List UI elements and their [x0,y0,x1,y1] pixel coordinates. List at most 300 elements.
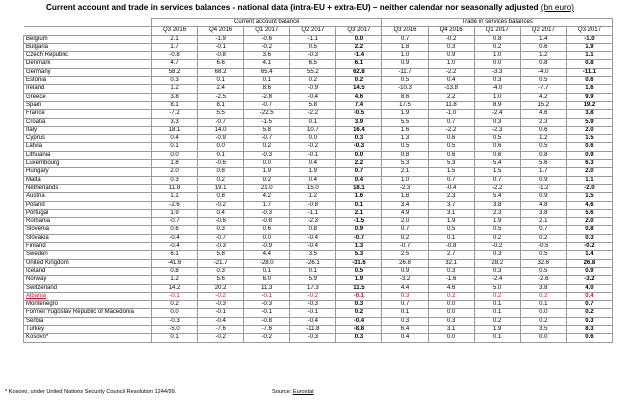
current-account-cell: 0.0 [244,160,290,168]
table-row [24,93,613,101]
current-account-cell: -1.5 [336,218,382,226]
current-account-cell: -1.1 [290,35,336,43]
current-account-cell: -0.1 [198,309,244,317]
trade-services-cell: 3.5 [520,325,566,333]
country-name: Romania [24,218,152,226]
current-account-cell: -0.9 [290,85,336,93]
current-account-cell: 15.0 [290,184,336,192]
table-row [24,243,613,251]
trade-services-cell: 0.4 [382,334,428,342]
current-account-cell: 0.1 [290,267,336,275]
country-name: Belgium [24,35,152,43]
table-row [24,184,613,192]
current-account-cell: 1.2 [152,85,198,93]
current-account-cell: -2.5 [198,93,244,101]
current-account-cell: 1.9 [244,168,290,176]
trade-services-cell: 4.6 [566,201,612,209]
trade-services-cell: 0.3 [474,267,520,275]
trade-services-cell: 1.8 [382,193,428,201]
current-account-cell: 55.2 [290,68,336,76]
quarter-header-row [24,27,613,35]
trade-services-cell: -13.8 [428,85,474,93]
trade-services-cell: 0.1 [474,309,520,317]
trade-services-cell: 5.6 [520,160,566,168]
trade-services-cell: 5.5 [382,118,428,126]
trade-services-cell: 3.1 [428,209,474,217]
trade-services-cell: -3.2 [566,276,612,284]
current-account-cell: 14.5 [336,85,382,93]
current-account-cell: -0.8 [198,52,244,60]
trade-services-cell: 1.2 [520,52,566,60]
trade-services-cell: 0.0 [428,309,474,317]
quarter-header: Q3 2017 [336,27,382,35]
current-account-cell: 5.8 [290,101,336,109]
current-account-cell: 0.1 [336,201,382,209]
current-account-cell: 0.4 [198,209,244,217]
trade-services-cell: 4.2 [520,93,566,101]
trade-services-cell: 0.2 [428,292,474,300]
trade-services-cell: -1.6 [428,276,474,284]
trade-services-cell: 1.9 [474,218,520,226]
current-account-cell: 14.0 [198,126,244,134]
current-account-cell: -0.8 [244,317,290,325]
table-row [24,52,613,60]
trade-services-cell: 1.4 [566,251,612,259]
quarter-header: Q3 2016 [382,27,428,35]
trade-services-cell: 3.8 [566,110,612,118]
trade-services-cell: 0.9 [520,176,566,184]
table-row [24,251,613,259]
group-header-trade-services: Trade in services balances [382,19,613,27]
current-account-cell: 0.0 [198,143,244,151]
country-name: Estonia [24,77,152,85]
current-account-cell: -0.3 [244,301,290,309]
current-account-cell: 6.0 [244,276,290,284]
trade-services-cell: 0.8 [382,151,428,159]
source-link[interactable]: Eurostat [292,389,314,395]
current-account-cell: -0.2 [290,143,336,151]
current-account-cell: 1.2 [152,276,198,284]
trade-services-cell: 0.3 [474,251,520,259]
trade-services-cell: 0.3 [382,292,428,300]
current-account-cell: -0.3 [244,209,290,217]
trade-services-cell: 1.6 [382,126,428,134]
current-account-cell: 17.3 [290,284,336,292]
trade-services-cell: 0.3 [428,43,474,51]
trade-services-cell: 1.9 [382,110,428,118]
table-row [24,267,613,275]
trade-services-cell: 26.8 [382,259,428,267]
trade-services-cell: 0.6 [566,143,612,151]
current-account-cell: 1.9 [152,209,198,217]
trade-services-cell: 0.3 [474,77,520,85]
current-account-cell: -7.2 [152,110,198,118]
trade-services-cell: 1.2 [520,135,566,143]
trade-services-cell: 0.8 [474,35,520,43]
trade-services-cell: 2.3 [428,193,474,201]
trade-services-cell: 0.2 [474,292,520,300]
current-account-cell: -0.1 [336,292,382,300]
trade-services-cell: 3.8 [520,284,566,292]
trade-services-cell: 0.2 [382,234,428,242]
current-account-cell: 8.6 [244,85,290,93]
current-account-cell: 1.7 [152,43,198,51]
table-row [24,176,613,184]
trade-services-cell: 0.4 [566,292,612,300]
country-name: Malta [24,176,152,184]
trade-services-cell: 0.3 [566,234,612,242]
table-row [24,317,613,325]
table-row [24,201,613,209]
current-account-cell: 4.4 [244,251,290,259]
current-account-cell: 5.6 [198,276,244,284]
trade-services-cell: 2.5 [382,251,428,259]
country-name: Slovakia [24,234,152,242]
table-row [24,309,613,317]
country-name: Portugal [24,209,152,217]
trade-services-cell: 0.8 [520,60,566,68]
trade-services-cell: 0.9 [566,267,612,275]
current-account-cell: -21.7 [198,259,244,267]
trade-services-cell: -3.2 [382,276,428,284]
trade-services-cell: 0.5 [428,143,474,151]
trade-services-cell: 5.6 [566,209,612,217]
trade-services-cell: 0.9 [382,60,428,68]
table-row [24,276,613,284]
current-account-cell: 3.5 [290,251,336,259]
trade-services-cell: 2.3 [474,209,520,217]
trade-services-cell: 0.9 [382,267,428,275]
trade-services-cell: 1.5 [566,135,612,143]
trade-services-cell: 3.4 [382,201,428,209]
current-account-cell: 0.4 [290,160,336,168]
current-account-cell: -0.7 [198,234,244,242]
trade-services-cell: -7.7 [520,85,566,93]
current-account-cell: 20.2 [198,284,244,292]
current-account-cell: -1.9 [198,35,244,43]
current-account-cell: 1.9 [336,276,382,284]
current-account-cell: -0.2 [198,201,244,209]
trade-services-cell: 0.6 [566,334,612,342]
trade-services-cell: 0.1 [474,334,520,342]
table-row [24,43,613,51]
current-account-cell: 4.2 [244,193,290,201]
current-account-cell: 6.5 [290,60,336,68]
trade-services-cell: 2.2 [428,93,474,101]
country-name: Hungary [24,168,152,176]
country-name: United Kingdom [24,259,152,267]
current-account-cell: -7.6 [244,325,290,333]
trade-services-cell: -0.2 [566,243,612,251]
current-account-cell: 2.2 [336,43,382,51]
current-account-cell: 2.0 [152,168,198,176]
country-name: Italy [24,126,152,134]
current-account-cell: 0.3 [336,135,382,143]
country-name: Former Yugoslav Republic of Macedonia [24,309,152,317]
trade-services-cell: 0.6 [474,151,520,159]
current-account-cell: -0.6 [198,218,244,226]
trade-services-cell: 0.7 [428,176,474,184]
country-name: Ireland [24,85,152,93]
trade-services-cell: 0.5 [428,226,474,234]
trade-services-cell: 0.8 [520,151,566,159]
current-account-cell: -22.5 [244,110,290,118]
table-row [24,301,613,309]
trade-services-cell: -1.2 [520,184,566,192]
current-account-cell: 0.0 [244,234,290,242]
trade-services-cell: -1.0 [428,110,474,118]
table-row [24,226,613,234]
current-account-cell: 5.8 [244,126,290,134]
current-account-cell: -41.6 [152,259,198,267]
current-account-cell: -31.6 [336,259,382,267]
country-name: Sweden [24,251,152,259]
current-account-cell: 0.3 [336,301,382,309]
trade-services-cell: 0.6 [428,135,474,143]
trade-services-cell: 0.5 [520,77,566,85]
trade-services-cell: 0.5 [520,251,566,259]
table-row [24,284,613,292]
trade-services-cell: 1.0 [474,93,520,101]
current-account-cell: 62.8 [336,68,382,76]
current-account-cell: -0.9 [198,135,244,143]
table-row [24,68,613,76]
current-account-cell: -0.7 [198,118,244,126]
trade-services-cell: -11.7 [382,68,428,76]
trade-services-cell: 8.3 [566,325,612,333]
current-account-cell: 6.1 [336,60,382,68]
current-account-cell: 58.2 [152,68,198,76]
current-account-cell: -1.5 [244,118,290,126]
trade-services-cell: 0.7 [428,118,474,126]
table-row [24,234,613,242]
country-name: Turkey [24,325,152,333]
current-account-cell: 11.8 [152,184,198,192]
current-account-cell: -0.2 [244,334,290,342]
title-text: Current account and trade in services balances - national data (intra-EU + extra-EU) – neither calendar nor seasonally adjusted [45,3,539,12]
trade-services-cell: 1.0 [428,60,474,68]
trade-services-cell: 1.0 [382,52,428,60]
trade-services-cell: 0.5 [382,77,428,85]
trade-services-cell: 1.3 [382,135,428,143]
current-account-cell: 0.0 [290,135,336,143]
current-account-cell: 0.2 [244,143,290,151]
quarter-header: Q2 2017 [290,27,336,35]
trade-services-cell: 4.6 [520,110,566,118]
current-account-cell: 16.4 [336,126,382,134]
current-account-cell: -0.7 [244,101,290,109]
trade-services-cell: 0.5 [474,226,520,234]
current-account-cell: 0.5 [336,267,382,275]
current-account-cell: 0.0 [336,35,382,43]
trade-services-cell: 0.7 [474,176,520,184]
current-account-cell: 8.1 [198,101,244,109]
current-account-cell: 0.1 [198,77,244,85]
trade-services-cell: 1.1 [566,52,612,60]
group-header-current-account: Current account balance [152,19,382,27]
current-account-cell: -0.5 [336,110,382,118]
trade-services-cell: 0.2 [520,234,566,242]
current-account-cell: 0.3 [198,267,244,275]
trade-services-cell: -2.4 [474,276,520,284]
current-account-cell: 0.3 [152,77,198,85]
trade-services-cell: 1.9 [474,325,520,333]
table-row [24,151,613,159]
current-account-cell: 3.8 [152,93,198,101]
trade-services-cell: 4.9 [382,209,428,217]
trade-services-cell: 0.6 [428,151,474,159]
trade-services-cell: -2.2 [474,184,520,192]
current-account-cell: -0.1 [290,151,336,159]
trade-services-cell: 0.0 [520,334,566,342]
current-account-cell: -0.4 [152,234,198,242]
quarter-header: Q3 2017 [566,27,612,35]
trade-services-cell: 28.2 [474,259,520,267]
current-account-cell: 0.1 [244,267,290,275]
current-account-cell: 0.3 [336,334,382,342]
current-account-cell: -0.1 [244,292,290,300]
country-name: Finland [24,243,152,251]
current-account-cell: 0.2 [336,77,382,85]
country-name: Bulgaria [24,43,152,51]
trade-services-cell: 11.8 [428,101,474,109]
trade-services-cell: -2.2 [428,68,474,76]
country-name: Czech Republic [24,52,152,60]
trade-services-cell: 2.1 [520,218,566,226]
trade-services-cell: 0.5 [474,135,520,143]
current-account-cell: -0.4 [336,317,382,325]
current-account-cell: 1.9 [290,168,336,176]
current-account-cell: 0.0 [152,309,198,317]
trade-services-cell: 0.7 [520,226,566,234]
table-row [24,35,613,43]
country-name: Poland [24,201,152,209]
trade-services-cell: 0.2 [474,43,520,51]
current-account-cell: 0.2 [244,176,290,184]
trade-services-cell: 2.0 [566,218,612,226]
current-account-cell: 0.1 [152,334,198,342]
unit-label: (bn euro) [540,3,575,12]
current-account-cell: 0.8 [290,226,336,234]
trade-services-cell: 0.2 [520,317,566,325]
current-account-cell: 2.4 [198,85,244,93]
current-account-cell: -0.8 [244,218,290,226]
current-account-cell: -2.2 [290,110,336,118]
country-name: Albania [24,292,152,300]
trade-services-cell: 0.0 [428,301,474,309]
current-account-cell: 3.9 [336,118,382,126]
current-account-cell: 7.4 [336,101,382,109]
trade-services-cell: 2.3 [520,118,566,126]
table-row [24,60,613,68]
trade-services-cell: 5.3 [428,160,474,168]
trade-services-cell: 1.8 [382,43,428,51]
current-account-cell: 0.8 [198,193,244,201]
current-account-cell: 1.1 [152,193,198,201]
current-account-cell: 0.1 [290,118,336,126]
current-account-cell: 0.1 [198,151,244,159]
current-account-cell: -0.8 [152,52,198,60]
current-account-cell: -0.8 [290,201,336,209]
trade-services-cell: 5.3 [382,160,428,168]
quarter-header: Q1 2017 [244,27,290,35]
table-row [24,168,613,176]
current-account-cell: -0.2 [244,43,290,51]
trade-services-cell: -0.7 [382,243,428,251]
current-account-cell: -0.7 [244,135,290,143]
current-account-cell: -0.3 [290,52,336,60]
trade-services-cell: 3.7 [428,201,474,209]
current-account-cell: -26.1 [290,259,336,267]
trade-services-cell: -10.3 [382,85,428,93]
table-row [24,334,613,342]
current-account-cell: 4.1 [244,60,290,68]
table-row [24,135,613,143]
trade-services-cell: 1.0 [474,52,520,60]
current-account-cell: 5.9 [290,276,336,284]
current-account-cell: -8.8 [336,325,382,333]
current-account-cell: 0.4 [336,176,382,184]
trade-services-cell: 0.8 [566,60,612,68]
trade-services-cell: 0.1 [474,301,520,309]
trade-services-cell: 2.0 [382,218,428,226]
country-name: Denmark [24,60,152,68]
current-account-cell: 0.3 [152,176,198,184]
current-account-cell: 0.7 [336,168,382,176]
quarter-header: Q4 2016 [428,27,474,35]
footnote: * Kosovo, under United Nations Security Council Resolution 1244/99. [5,389,177,395]
source-note [272,389,314,395]
current-account-cell: -0.6 [198,160,244,168]
current-account-cell: -0.6 [244,35,290,43]
trade-services-cell: 4.4 [382,284,428,292]
trade-services-cell: -2.6 [520,276,566,284]
trade-services-cell: 0.1 [520,301,566,309]
current-account-cell: 0.0 [152,151,198,159]
table-row [24,126,613,134]
trade-services-cell: 0.3 [428,267,474,275]
current-account-cell: -0.1 [290,309,336,317]
trade-services-cell: -0.8 [428,243,474,251]
trade-services-cell: 0.5 [382,143,428,151]
current-account-cell: 0.2 [198,176,244,184]
trade-services-cell: 32.1 [428,259,474,267]
quarter-header: Q3 2016 [152,27,198,35]
current-account-cell: 0.8 [152,267,198,275]
current-account-cell: 5.5 [198,110,244,118]
table-row [24,85,613,93]
trade-services-cell: 0.1 [428,234,474,242]
trade-services-cell: 5.0 [474,284,520,292]
trade-services-cell: -3.3 [474,68,520,76]
corner-cell-2 [24,27,152,35]
country-name: Cyprus [24,135,152,143]
country-name: Spain [24,101,152,109]
group-header-row [24,19,613,27]
country-name: Greece [24,93,152,101]
trade-services-cell: 9.9 [566,93,612,101]
table-row [24,160,613,168]
current-account-cell: 18.1 [152,126,198,134]
trade-services-cell: 0.7 [382,226,428,234]
trade-services-cell: 0.0 [520,309,566,317]
trade-services-cell: 0.6 [474,143,520,151]
country-name: Latvia [24,143,152,151]
trade-services-cell: -1.0 [566,35,612,43]
current-account-cell: 0.1 [244,77,290,85]
trade-services-cell: 0.1 [382,309,428,317]
trade-services-cell: -0.4 [428,184,474,192]
